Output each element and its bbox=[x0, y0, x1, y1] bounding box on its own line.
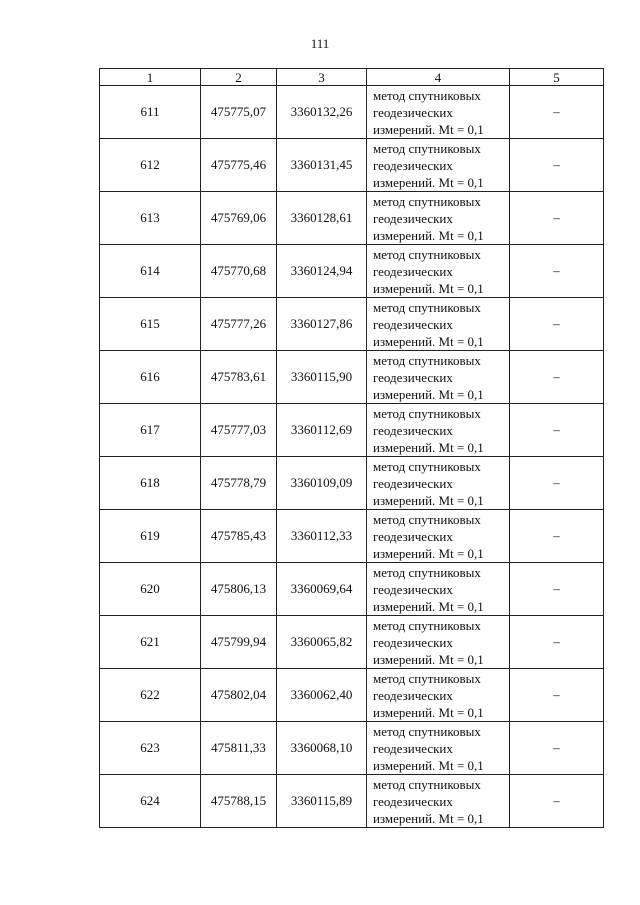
method-line: метод спутниковых bbox=[373, 352, 481, 368]
method-line: измерений. Mt = 0,1 bbox=[373, 439, 484, 455]
method-line: метод спутниковых bbox=[373, 511, 481, 527]
method-line: геодезических bbox=[373, 793, 453, 809]
y-coordinate-cell: 3360124,94 bbox=[277, 245, 367, 298]
method-line: геодезических bbox=[373, 475, 453, 491]
method-cell bbox=[367, 139, 510, 192]
table-row bbox=[100, 404, 604, 457]
method-line: геодезических bbox=[373, 422, 453, 438]
note-cell: – bbox=[510, 563, 604, 616]
method-line: измерений. Mt = 0,1 bbox=[373, 174, 484, 190]
method-line: измерений. Mt = 0,1 bbox=[373, 651, 484, 667]
point-number-cell: 617 bbox=[100, 404, 201, 457]
y-coordinate-cell: 3360065,82 bbox=[277, 616, 367, 669]
x-coordinate-cell: 475802,04 bbox=[201, 669, 277, 722]
x-coordinate-cell: 475775,46 bbox=[201, 139, 277, 192]
method-cell bbox=[367, 351, 510, 404]
method-line: геодезических bbox=[373, 263, 453, 279]
method-cell bbox=[367, 404, 510, 457]
method-line: метод спутниковых bbox=[373, 140, 481, 156]
point-number-cell: 622 bbox=[100, 669, 201, 722]
method-cell bbox=[367, 722, 510, 775]
method-line: геодезических bbox=[373, 581, 453, 597]
note-cell: – bbox=[510, 245, 604, 298]
point-number-cell: 624 bbox=[100, 775, 201, 828]
method-line: геодезических bbox=[373, 316, 453, 332]
point-number-cell: 620 bbox=[100, 563, 201, 616]
method-cell bbox=[367, 510, 510, 563]
page-number: 111 bbox=[310, 36, 330, 51]
column-header-2: 2 bbox=[201, 69, 277, 86]
x-coordinate-cell: 475783,61 bbox=[201, 351, 277, 404]
y-coordinate-cell: 3360069,64 bbox=[277, 563, 367, 616]
method-line: геодезических bbox=[373, 104, 453, 120]
method-line: измерений. Mt = 0,1 bbox=[373, 492, 484, 508]
y-coordinate-cell: 3360109,09 bbox=[277, 457, 367, 510]
x-coordinate-cell: 475785,43 bbox=[201, 510, 277, 563]
point-number-cell: 614 bbox=[100, 245, 201, 298]
method-line: геодезических bbox=[373, 687, 453, 703]
table-row bbox=[100, 722, 604, 775]
method-line: метод спутниковых bbox=[373, 299, 481, 315]
x-coordinate-cell: 475806,13 bbox=[201, 563, 277, 616]
x-coordinate-cell: 475811,33 bbox=[201, 722, 277, 775]
method-cell bbox=[367, 192, 510, 245]
table-row bbox=[100, 563, 604, 616]
method-line: геодезических bbox=[373, 528, 453, 544]
point-number-cell: 616 bbox=[100, 351, 201, 404]
note-cell: – bbox=[510, 669, 604, 722]
method-line: измерений. Mt = 0,1 bbox=[373, 598, 484, 614]
table-row bbox=[100, 139, 604, 192]
method-line: измерений. Mt = 0,1 bbox=[373, 333, 484, 349]
method-cell bbox=[367, 245, 510, 298]
x-coordinate-cell: 475777,03 bbox=[201, 404, 277, 457]
method-line: геодезических bbox=[373, 157, 453, 173]
table-row bbox=[100, 457, 604, 510]
point-number-cell: 618 bbox=[100, 457, 201, 510]
x-coordinate-cell: 475777,26 bbox=[201, 298, 277, 351]
method-line: измерений. Mt = 0,1 bbox=[373, 386, 484, 402]
x-coordinate-cell: 475770,68 bbox=[201, 245, 277, 298]
column-header-3: 3 bbox=[277, 69, 367, 86]
coordinates-table bbox=[99, 68, 604, 828]
note-cell: – bbox=[510, 192, 604, 245]
method-line: геодезических bbox=[373, 369, 453, 385]
table-row bbox=[100, 669, 604, 722]
note-cell: – bbox=[510, 86, 604, 139]
table-row bbox=[100, 298, 604, 351]
method-line: измерений. Mt = 0,1 bbox=[373, 810, 484, 826]
note-cell: – bbox=[510, 139, 604, 192]
method-line: геодезических bbox=[373, 210, 453, 226]
point-number-cell: 623 bbox=[100, 722, 201, 775]
method-line: измерений. Mt = 0,1 bbox=[373, 280, 484, 296]
method-cell bbox=[367, 775, 510, 828]
table-row bbox=[100, 351, 604, 404]
method-cell bbox=[367, 669, 510, 722]
table-row bbox=[100, 616, 604, 669]
x-coordinate-cell: 475799,94 bbox=[201, 616, 277, 669]
y-coordinate-cell: 3360068,10 bbox=[277, 722, 367, 775]
method-cell bbox=[367, 457, 510, 510]
y-coordinate-cell: 3360127,86 bbox=[277, 298, 367, 351]
column-header-4: 4 bbox=[367, 69, 510, 86]
y-coordinate-cell: 3360112,69 bbox=[277, 404, 367, 457]
y-coordinate-cell: 3360128,61 bbox=[277, 192, 367, 245]
x-coordinate-cell: 475775,07 bbox=[201, 86, 277, 139]
y-coordinate-cell: 3360131,45 bbox=[277, 139, 367, 192]
method-cell bbox=[367, 298, 510, 351]
y-coordinate-cell: 3360132,26 bbox=[277, 86, 367, 139]
method-line: измерений. Mt = 0,1 bbox=[373, 121, 484, 137]
column-header-5: 5 bbox=[510, 69, 604, 86]
y-coordinate-cell: 3360112,33 bbox=[277, 510, 367, 563]
x-coordinate-cell: 475788,15 bbox=[201, 775, 277, 828]
point-number-cell: 619 bbox=[100, 510, 201, 563]
note-cell: – bbox=[510, 722, 604, 775]
method-line: метод спутниковых bbox=[373, 670, 481, 686]
table-row bbox=[100, 245, 604, 298]
y-coordinate-cell: 3360062,40 bbox=[277, 669, 367, 722]
method-line: метод спутниковых bbox=[373, 617, 481, 633]
note-cell: – bbox=[510, 298, 604, 351]
method-line: метод спутниковых bbox=[373, 723, 481, 739]
method-line: геодезических bbox=[373, 740, 453, 756]
method-line: метод спутниковых bbox=[373, 776, 481, 792]
x-coordinate-cell: 475769,06 bbox=[201, 192, 277, 245]
method-line: измерений. Mt = 0,1 bbox=[373, 757, 484, 773]
method-cell bbox=[367, 616, 510, 669]
y-coordinate-cell: 3360115,89 bbox=[277, 775, 367, 828]
note-cell: – bbox=[510, 510, 604, 563]
method-line: метод спутниковых bbox=[373, 405, 481, 421]
table-row bbox=[100, 775, 604, 828]
method-line: измерений. Mt = 0,1 bbox=[373, 704, 484, 720]
point-number-cell: 621 bbox=[100, 616, 201, 669]
method-cell bbox=[367, 86, 510, 139]
x-coordinate-cell: 475778,79 bbox=[201, 457, 277, 510]
method-line: метод спутниковых bbox=[373, 193, 481, 209]
method-line: измерений. Mt = 0,1 bbox=[373, 227, 484, 243]
method-line: геодезических bbox=[373, 634, 453, 650]
method-line: измерений. Mt = 0,1 bbox=[373, 545, 484, 561]
method-line: метод спутниковых bbox=[373, 458, 481, 474]
note-cell: – bbox=[510, 351, 604, 404]
method-line: метод спутниковых bbox=[373, 564, 481, 580]
table-header-row bbox=[100, 69, 604, 86]
column-header-1: 1 bbox=[100, 69, 201, 86]
point-number-cell: 611 bbox=[100, 86, 201, 139]
point-number-cell: 613 bbox=[100, 192, 201, 245]
method-cell bbox=[367, 563, 510, 616]
note-cell: – bbox=[510, 775, 604, 828]
note-cell: – bbox=[510, 404, 604, 457]
point-number-cell: 612 bbox=[100, 139, 201, 192]
point-number-cell: 615 bbox=[100, 298, 201, 351]
method-line: метод спутниковых bbox=[373, 87, 481, 103]
table-row bbox=[100, 192, 604, 245]
method-line: метод спутниковых bbox=[373, 246, 481, 262]
note-cell: – bbox=[510, 457, 604, 510]
table-row bbox=[100, 86, 604, 139]
note-cell: – bbox=[510, 616, 604, 669]
y-coordinate-cell: 3360115,90 bbox=[277, 351, 367, 404]
table-row bbox=[100, 510, 604, 563]
